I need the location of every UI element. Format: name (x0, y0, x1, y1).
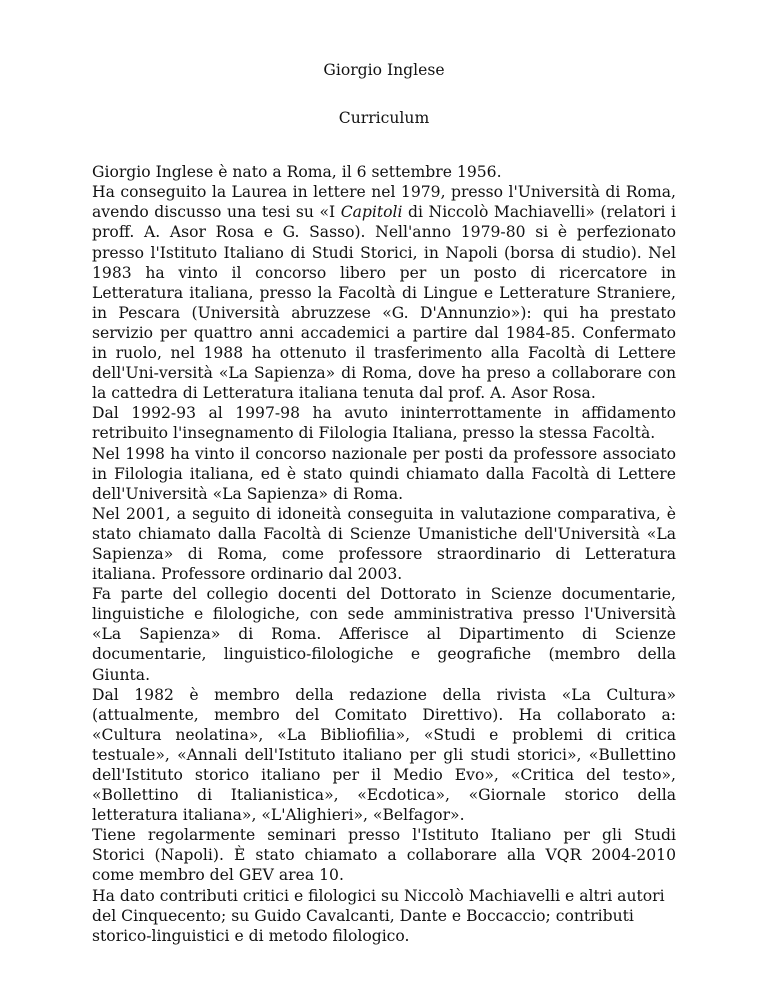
italic-title: Capitoli (340, 203, 403, 222)
paragraph-birth: Giorgio Inglese è nato a Roma, il 6 settembre 1956. (92, 163, 502, 182)
document-title: Curriculum (338, 109, 430, 128)
author-name: Giorgio Inglese (323, 61, 445, 79)
document-page (92, 60, 676, 946)
paragraph-education-part-2: di Niccolò Machiavelli» (relatori i proff. A. Asor Rosa e G. Sasso). Nell'anno 1979-80 si è perfezionato presso l'Istituto Italiano di Studi Storici, in Napoli (borsa di studio). Nel 1983 ha vinto il concorso libero per un posto di ricercatore in Letteratura italiana, presso la Facoltà di Lingue e Letterature Straniere, in Pescara (Università abruzzese «G. D'Annunzio»): qui ha prestato servizio per quattro anni accademici a partire dal 1984-85. Confermato in ruolo, nel 1988 ha ottenuto il trasferimento alla Facoltà di Lettere dell'Uni-versità «La Sapienza» di Roma, dove ha preso a collaborare con la cattedra di Letteratura italiana tenuta dal prof. A. Asor Rosa. (92, 203, 676, 403)
paragraph-journals: Dal 1982 è membro della redazione della rivista «La Cultura» (attualmente, membro del Comitato Direttivo). Ha collaborato a: «Cultura neolatina», «La Bibliofilia», «Studi e problemi di critica testuale», «Annali dell'Istituto italiano per gli studi storici», «Bullettino dell'Istituto storico italiano per il Medio Evo», «Critica del testo», «Bollettino di Italianistica», «Ecdotica», «Giornale storico della letteratura italiana», «L'Alighieri», «Belfagor». (92, 685, 676, 825)
paragraph-seminars: Tiene regolarmente seminari presso l'Istituto Italiano per gli Studi Storici (Napoli). È stato chiamato a collaborare alla VQR 2004-2010 come membro del GEV area 10. (92, 826, 676, 885)
paragraph-associate: Nel 1998 ha vinto il concorso nazionale per posti da professore associato in Filologia italiana, ed è stato quindi chiamato dalla Facoltà di Lettere dell'Università «La Sapienza» di Roma. (92, 444, 676, 503)
paragraph-doctorate: Fa parte del collegio docenti del Dottorato in Scienze documentarie, linguistiche e filologiche, con sede amministrativa presso l'Università «La Sapienza» di Roma. Afferisce al Dipartimento di Scienze documentarie, linguistico-filologiche e geografiche (membro della Giunta. (92, 585, 676, 684)
paragraph-education-part-1: Ha conseguito la Laurea in lettere nel 1979, presso l'Università di Roma, avendo discusso una tesi su «I (92, 183, 676, 222)
paragraph-contributions: Ha dato contributi critici e filologici su Niccolò Machiavelli e altri autori del Cinquecento; su Guido Cavalcanti, Dante e Boccaccio; contributi storico-linguistici e di metodo filologico. (92, 886, 665, 945)
document-body (92, 162, 676, 946)
paragraph-professor: Nel 2001, a seguito di idoneità conseguita in valutazione comparativa, è stato chiamato dalla Facoltà di Scienze Umanistiche dell'Università «La Sapienza» di Roma, come professore straordinario di Letteratura italiana. Professore ordinario dal 2003. (92, 504, 676, 584)
paragraph-education (92, 182, 676, 403)
paragraph-teaching: Dal 1992-93 al 1997-98 ha avuto ininterrottamente in affidamento retribuito l'insegnamento di Filologia Italiana, presso la stessa Facoltà. (92, 404, 676, 443)
